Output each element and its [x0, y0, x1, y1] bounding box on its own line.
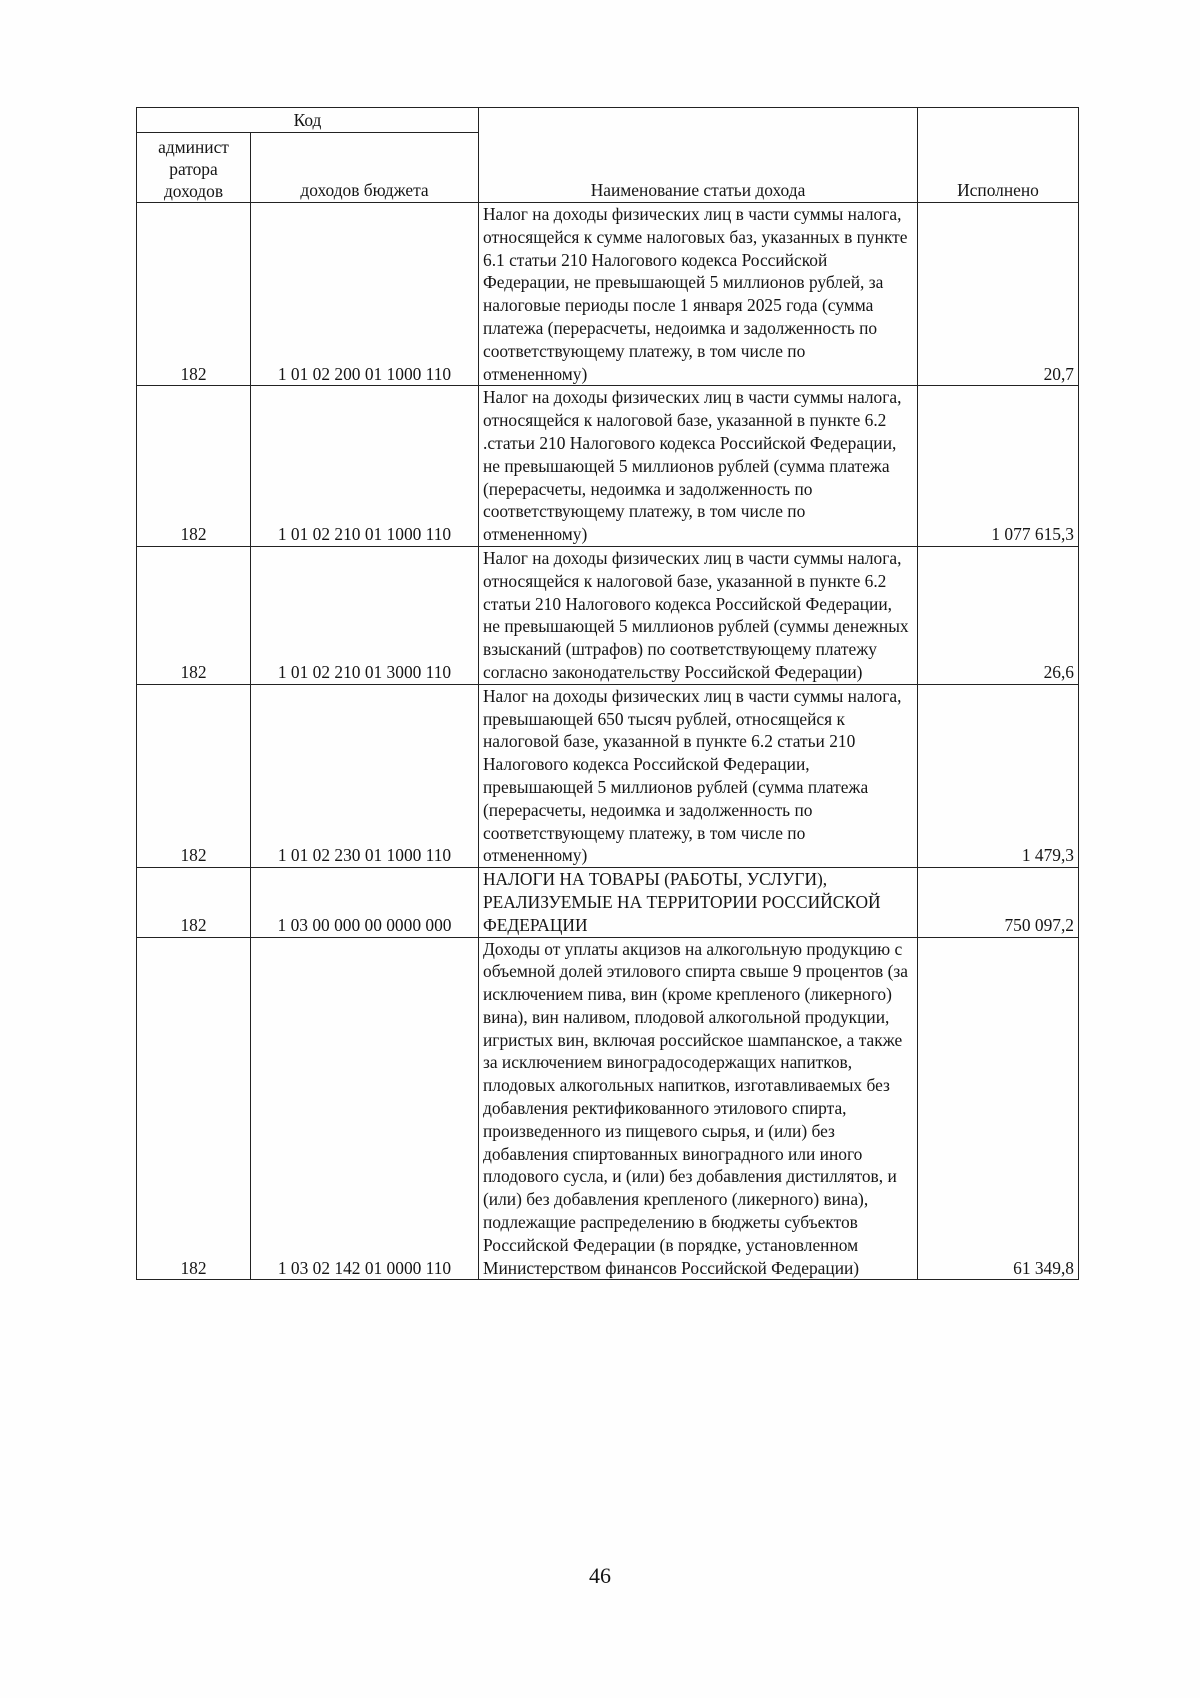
table-row [137, 386, 1079, 547]
table-row [137, 684, 1079, 867]
administrator-code: 182 [137, 684, 251, 867]
administrator-code: 182 [137, 937, 251, 1280]
budget-income-code: 1 03 00 000 00 0000 000 [251, 868, 479, 937]
header-name-column: Наименование статьи дохода [479, 108, 918, 203]
administrator-code: 182 [137, 868, 251, 937]
income-item-name: Налог на доходы физических лиц в части суммы налога, относящейся к сумме налоговых баз, указанных в пункте 6.1 статьи 210 Налогового кодекса Российской Федерации, не превышающей 5 миллионов рублей, за налоговые периоды после 1 января 2025 года (сумма платежа (перерасчеты, недоимка и задолженность по соответствующему платежу, в том числе по отмененному) [479, 203, 918, 386]
income-item-name: Налог на доходы физических лиц в части суммы налога, относящейся к налоговой базе, указанной в пункте 6.2 .статьи 210 Налогового кодекса Российской Федерации, не превышающей 5 миллионов рублей (сумма платежа (перерасчеты, недоимка и задолженность по соответствующему платежу, в том числе по отмененному) [479, 386, 918, 547]
administrator-code: 182 [137, 386, 251, 547]
page-number: 46 [589, 1563, 611, 1588]
executed-amount: 26,6 [918, 546, 1079, 684]
budget-income-code: 1 01 02 210 01 1000 110 [251, 386, 479, 547]
executed-amount: 1 479,3 [918, 684, 1079, 867]
budget-income-code: 1 01 02 230 01 1000 110 [251, 684, 479, 867]
executed-amount: 750 097,2 [918, 868, 1079, 937]
budget-income-code: 1 03 02 142 01 0000 110 [251, 937, 479, 1280]
income-item-name: Налог на доходы физических лиц в части суммы налога, превышающей 650 тысяч рублей, относящейся к налоговой базе, указанной в пункте 6.2 статьи 210 Налогового кодекса Российской Федерации, превышающей 5 миллионов рублей (сумма платежа (перерасчеты, недоимка и задолженность по соответствующему платежу, в том числе по отмененному) [479, 684, 918, 867]
header-code-group: Код [137, 108, 479, 133]
executed-amount: 1 077 615,3 [918, 386, 1079, 547]
budget-income-code: 1 01 02 210 01 3000 110 [251, 546, 479, 684]
budget-income-table [136, 107, 1079, 1280]
header-executed-column: Исполнено [918, 108, 1079, 203]
income-item-name: Доходы от уплаты акцизов на алкогольную продукцию с объемной долей этилового спирта свыше 9 процентов (за исключением пива, вин (кроме крепленого (ликерного) вина), вин наливом, плодовой алкогольной продукции, игристых вин, включая российское шампанское, а также за исключением виноградосодержащих напитков, плодовых алкогольных напитков, изготавливаемых без добавления ректификованного этилового спирта, произведенного из пищевого сырья, и (или) без добавления спиртованных виноградного или иного плодового сусла, и (или) без добавления дистиллятов, и (или) без добавления крепленого (ликерного) вина), подлежащие распределению в бюджеты субъектов Российской Федерации (в порядке, установленном Министерством финансов Российской Федерации) [479, 937, 918, 1280]
income-item-name: Налог на доходы физических лиц в части суммы налога, относящейся к налоговой базе, указанной в пункте 6.2 статьи 210 Налогового кодекса Российской Федерации, не превышающей 5 миллионов рублей (суммы денежных взысканий (штрафов) по соответствующему платежу согласно законодательству Российской Федерации) [479, 546, 918, 684]
table-row [137, 868, 1079, 937]
table-row [137, 937, 1079, 1280]
table-header-row-1 [137, 108, 1079, 133]
header-budget-code-column: доходов бюджета [251, 133, 479, 203]
income-item-name: НАЛОГИ НА ТОВАРЫ (РАБОТЫ, УСЛУГИ), РЕАЛИЗУЕМЫЕ НА ТЕРРИТОРИИ РОССИЙСКОЙ ФЕДЕРАЦИИ [479, 868, 918, 937]
executed-amount: 61 349,8 [918, 937, 1079, 1280]
executed-amount: 20,7 [918, 203, 1079, 386]
administrator-code: 182 [137, 203, 251, 386]
table-row [137, 546, 1079, 684]
header-administrator-column: админист ратора доходов [137, 133, 251, 203]
budget-income-code: 1 01 02 200 01 1000 110 [251, 203, 479, 386]
table-row [137, 203, 1079, 386]
administrator-code: 182 [137, 546, 251, 684]
